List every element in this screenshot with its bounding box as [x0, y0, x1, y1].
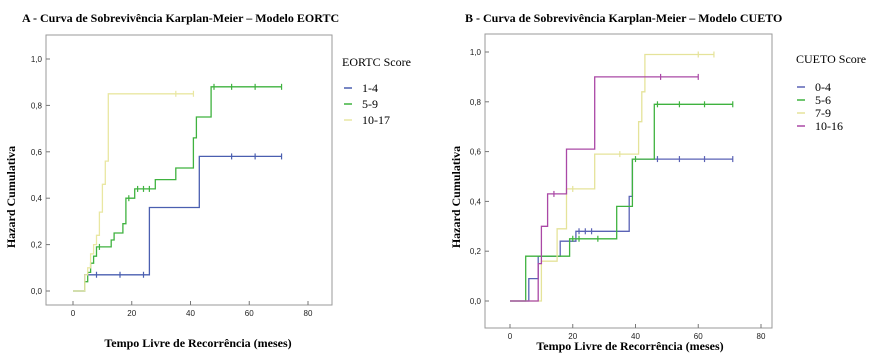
b-series-0-4-line [510, 159, 733, 301]
b-y-tick-label: 0,0 [469, 297, 481, 306]
b-legend-label: 5-6 [815, 93, 831, 107]
a-y-tick-label: 0,6 [30, 147, 42, 157]
a-x-tick-label: 60 [244, 309, 254, 318]
a-y-axis-label: Hazard Cumulativa [4, 145, 18, 249]
b-y-tick-label: 0,6 [469, 147, 481, 157]
b-legend-label: 7-9 [815, 106, 831, 120]
a-legend-label: 5-9 [362, 97, 378, 111]
b-x-tick-label: 80 [756, 332, 766, 341]
b-y-tick-label: 0,8 [469, 97, 481, 107]
a-x-axis-label: Tempo Livre de Recorrência (meses) [104, 336, 292, 350]
a-x-tick-label: 80 [303, 309, 313, 318]
a-y-tick-label: 0,2 [30, 240, 42, 250]
a-legend-title: EORTC Score [342, 55, 411, 69]
a-y-tick-label: 1,0 [30, 55, 42, 64]
b-series-10-16-line [510, 77, 698, 301]
b-legend-label: 0-4 [815, 80, 831, 94]
a-y-tick-label: 0,8 [30, 101, 42, 111]
chart-a-title: A - Curva de Sobrevivência Karplan-Meier – Modelo EORTC [22, 11, 340, 25]
a-y-tick-label: 0,4 [30, 194, 42, 204]
b-y-tick-label: 1,0 [469, 48, 481, 57]
a-x-tick-label: 40 [186, 309, 195, 318]
b-y-tick-label: 0,4 [469, 197, 481, 207]
a-y-tick-label: 0,0 [30, 287, 42, 296]
a-legend-label: 1-4 [362, 81, 378, 95]
a-x-tick-label: 20 [127, 309, 137, 318]
b-x-tick-label: 40 [631, 332, 640, 341]
b-x-tick-label: 60 [693, 332, 703, 341]
b-legend-title: CUETO Score [796, 52, 867, 66]
b-x-tick-label: 20 [568, 332, 578, 341]
b-series-5-6-line [510, 104, 733, 301]
b-legend-label: 10-16 [815, 119, 843, 133]
chart-b-title: B - Curva de Sobrevivência Karplan-Meier – Modelo CUETO [465, 11, 783, 25]
a-legend-label: 10-17 [362, 113, 390, 127]
a-x-tick-label: 0 [70, 309, 76, 318]
b-x-tick-label: 0 [507, 332, 513, 341]
b-y-tick-label: 0,2 [469, 247, 481, 257]
b-plot-frame [485, 34, 772, 328]
b-y-axis-label: Hazard Cumulativa [449, 145, 463, 249]
b-x-axis-label: Tempo Livre de Recorrência (meses) [536, 339, 724, 353]
